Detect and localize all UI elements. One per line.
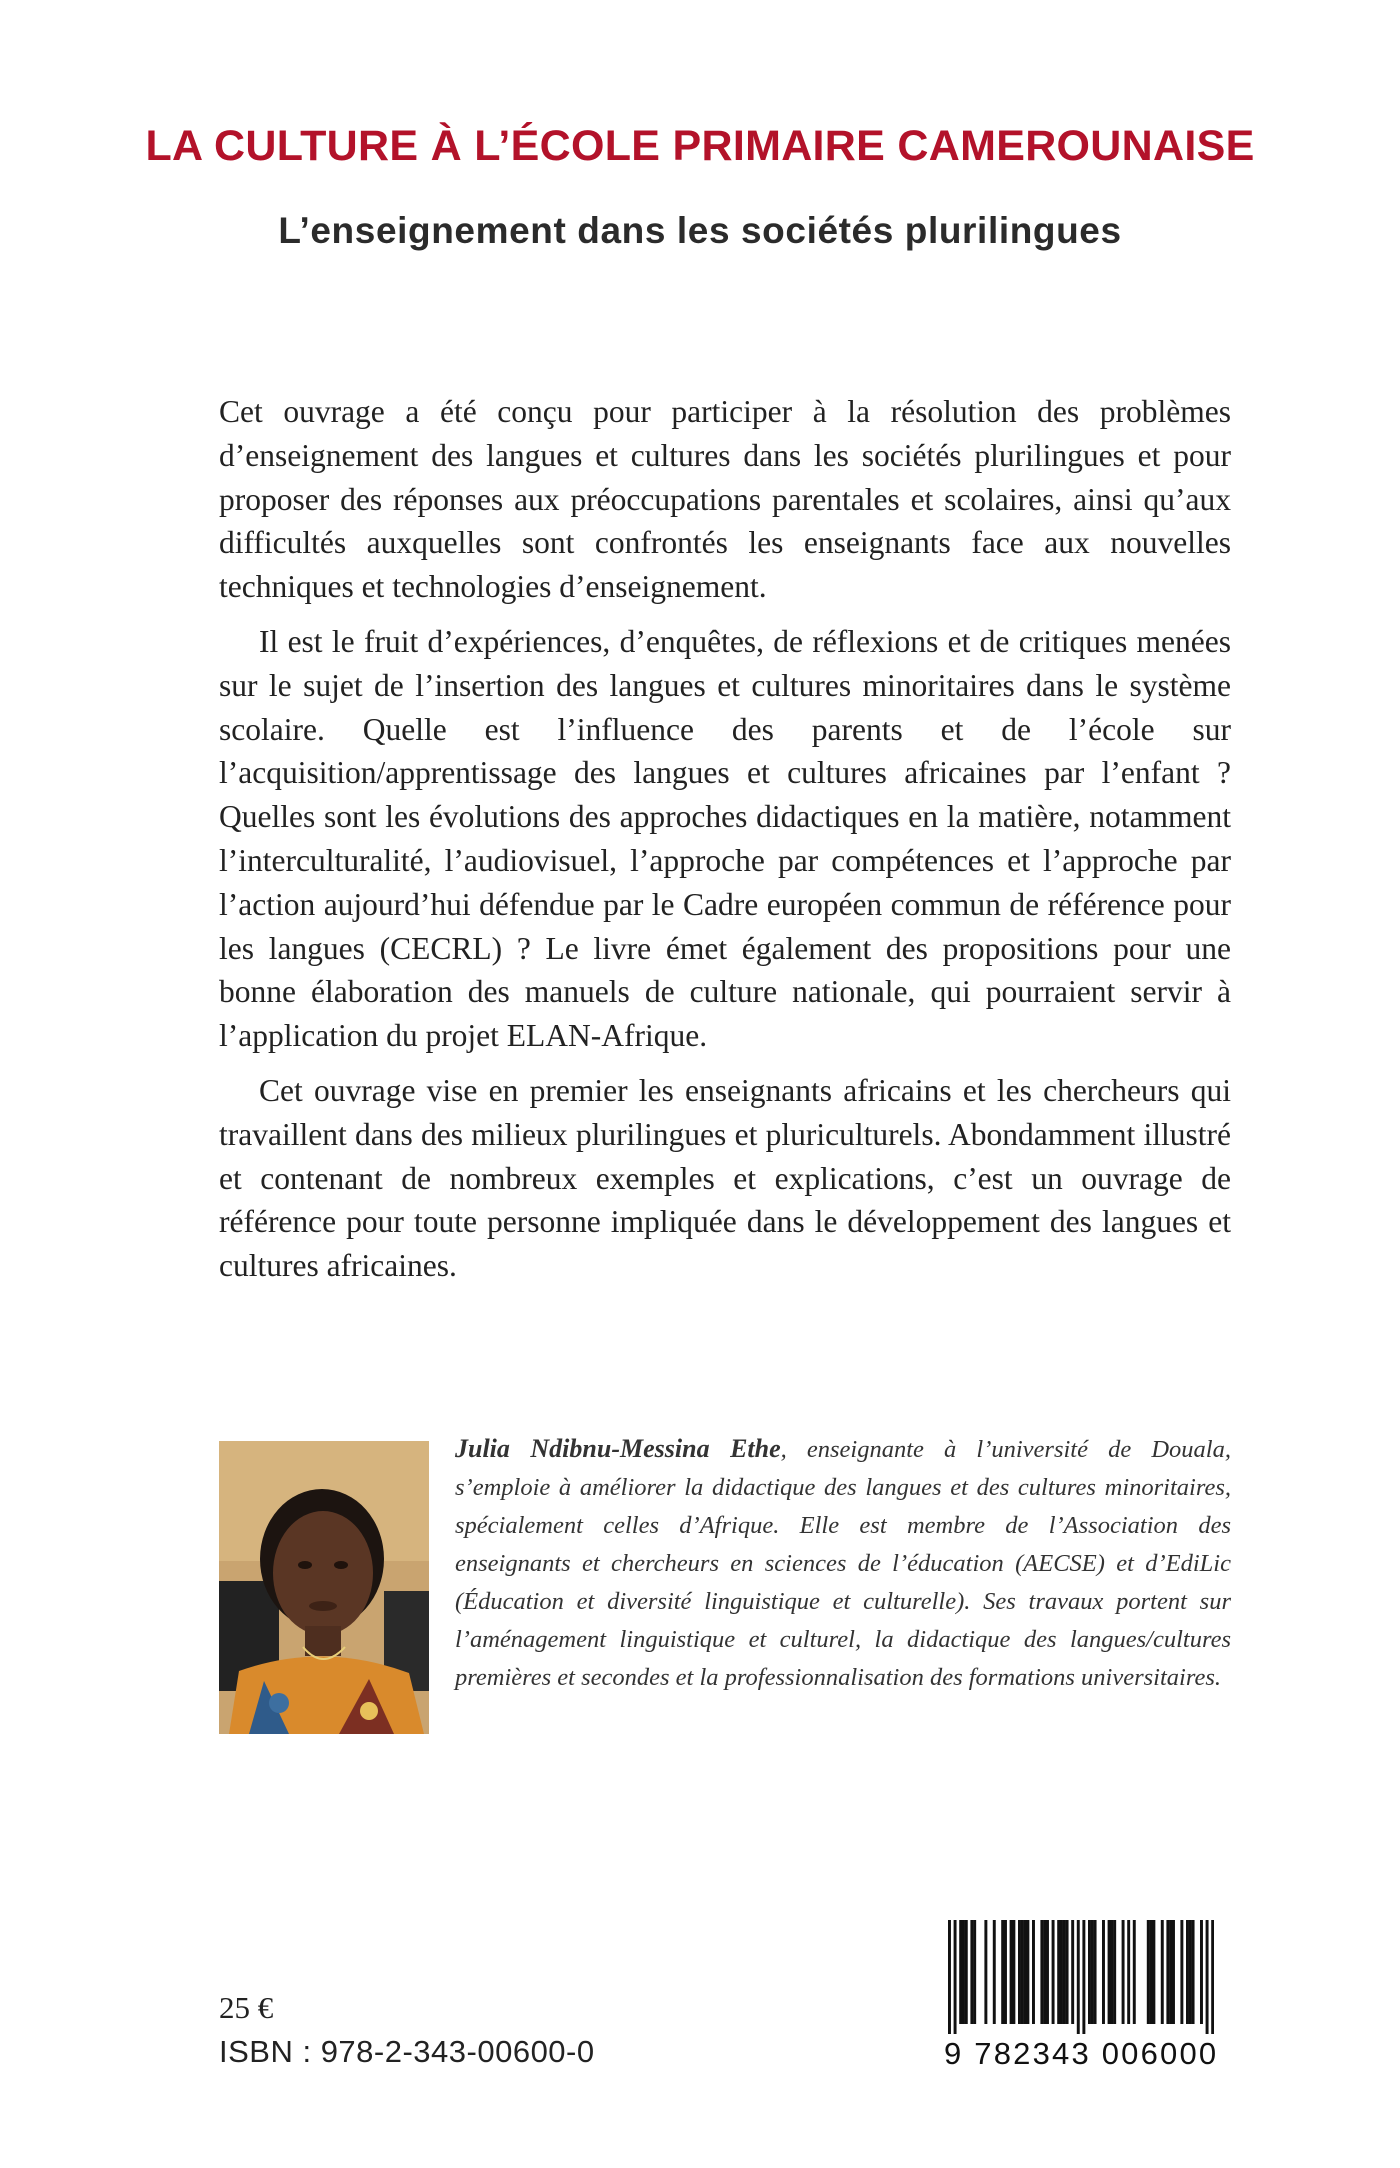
blurb — [219, 390, 1231, 1299]
author-bio — [455, 1430, 1231, 1697]
barcode-bar — [1026, 1920, 1029, 2024]
blurb-paragraph-2: Il est le fruit d’expériences, d’enquêtes, de réflexions et de critiques menées sur le sujet de l’insertion des langues et cultures minoritaires dans le système scolaire. Quelle est l’influence des parents et de l’école sur l’acquisition/apprentissage des langues et cultures africaines par l’enfant ? Quelles sont les évolutions des approches didactiques en la matière, notamment l’interculturalité, l’audiovisuel, l’approche par compétences et l’approche par l’action aujourd’hui défendue par le Cadre européen commun de référence pour les langues (CECRL) ? Le livre émet également des propositions pour une bonne élaboration des manuels de culture nationale, qui pourraient servir à l’application du projet ELAN-Afrique. — [219, 623, 1231, 1054]
book-title: LA CULTURE À L’ÉCOLE PRIMAIRE CAMEROUNAISE — [145, 122, 1255, 170]
barcode-bar — [959, 1920, 962, 2024]
isbn: ISBN : 978-2-343-00600-0 — [219, 2034, 595, 2069]
barcode-bar — [948, 1920, 951, 2034]
barcode-bar — [1113, 1920, 1116, 2024]
author-photo — [219, 1441, 429, 1734]
barcode-bar — [1043, 1920, 1046, 2024]
barcode-bar — [1063, 1920, 1066, 2024]
barcode-bar — [1127, 1920, 1130, 2024]
barcode-bar — [1133, 1920, 1136, 2024]
barcode-bar — [962, 1920, 965, 2024]
barcode-bar — [954, 1920, 957, 2034]
price: 25 € — [219, 1990, 274, 2025]
barcode-bar — [1004, 1920, 1007, 2024]
barcode-bar — [973, 1920, 976, 2024]
barcode-bar — [1052, 1920, 1055, 2024]
barcode-bar — [1172, 1920, 1175, 2024]
barcode-bar — [1010, 1920, 1013, 2024]
barcode-bar — [1122, 1920, 1125, 2024]
barcode-bar — [1077, 1920, 1080, 2034]
barcode-bar — [1001, 1920, 1004, 2024]
barcode-bar — [1180, 1920, 1183, 2024]
barcode-bar — [1094, 1920, 1097, 2024]
barcode — [948, 1920, 1214, 2034]
author-bio-text: , enseignante à l’université de Douala, s’emploie à améliorer la didactique des langues et des cultures minoritaires, spécialement celles d’Afrique. Elle est membre de l’Association des enseignants et chercheurs en sciences de l’éducation (AECSE) et d’EdiLic (Éducation et diversité linguistique et culturelle). Ses travaux portent sur l’aménagement linguistique et culturel, la didactique des langues/cultures premières et secondes et la professionnalisation des formations universitaires. — [455, 1436, 1231, 1691]
barcode-bar — [1169, 1920, 1172, 2024]
barcode-bar — [1147, 1920, 1150, 2024]
barcode-bar — [1152, 1920, 1155, 2024]
barcode-bar — [1082, 1920, 1085, 2034]
barcode-bar — [1189, 1920, 1192, 2024]
author-name: Julia Ndibnu-Messina Ethe — [455, 1434, 781, 1463]
barcode-bar — [1071, 1920, 1074, 2024]
barcode-bar — [1108, 1920, 1111, 2024]
barcode-bar — [1046, 1920, 1049, 2024]
author-portrait-illustration — [219, 1441, 429, 1734]
barcode-digits: 9 782343 006000 — [944, 2036, 1219, 2071]
barcode-bar — [1110, 1920, 1113, 2024]
barcode-bar — [1040, 1920, 1043, 2024]
barcode-bar — [1150, 1920, 1153, 2024]
barcode-bar — [1060, 1920, 1063, 2024]
barcode-bar — [1057, 1920, 1060, 2024]
barcode-bar — [1102, 1920, 1105, 2024]
barcode-bar — [965, 1920, 968, 2024]
barcode-bar — [1166, 1920, 1169, 2024]
book-subtitle: L’enseignement dans les sociétés plurilingues — [278, 210, 1122, 251]
barcode-bar — [1024, 1920, 1027, 2024]
barcode-bar — [1012, 1920, 1015, 2024]
barcode-bar — [1161, 1920, 1164, 2024]
barcode-bar — [1066, 1920, 1069, 2024]
barcode-bar — [1091, 1920, 1094, 2024]
barcode-bar — [1200, 1920, 1203, 2024]
barcode-bar — [1088, 1920, 1091, 2024]
blurb-paragraph-3: Cet ouvrage vise en premier les enseignants africains et les chercheurs qui travaillent dans des milieux plurilingues et pluriculturels. Abondamment illustré et contenant de nombreux exemples et explications, c’est un ouvrage de référence pour toute personne impliquée dans le développement des langues et cultures africaines. — [219, 1072, 1231, 1284]
barcode-bar — [1186, 1920, 1189, 2024]
barcode-bar — [1206, 1920, 1209, 2034]
barcode-bar — [984, 1920, 987, 2024]
barcode-bar — [970, 1920, 973, 2024]
barcode-bar — [1018, 1920, 1021, 2024]
barcode-bar — [993, 1920, 996, 2024]
blurb-paragraph-1: Cet ouvrage a été conçu pour participer à la résolution des problèmes d’enseignement des langues et cultures dans les sociétés plurilingues et pour proposer des réponses aux préoccupations parentales et scolaires, ainsi qu’aux difficultés auxquelles sont confrontés les enseignants face aux nouvelles techniques et technologies d’enseignement. — [219, 394, 1231, 605]
barcode-bar — [1032, 1920, 1035, 2024]
barcode-bar — [1211, 1920, 1214, 2034]
barcode-bar — [1021, 1920, 1024, 2024]
barcode-bar — [1192, 1920, 1195, 2024]
